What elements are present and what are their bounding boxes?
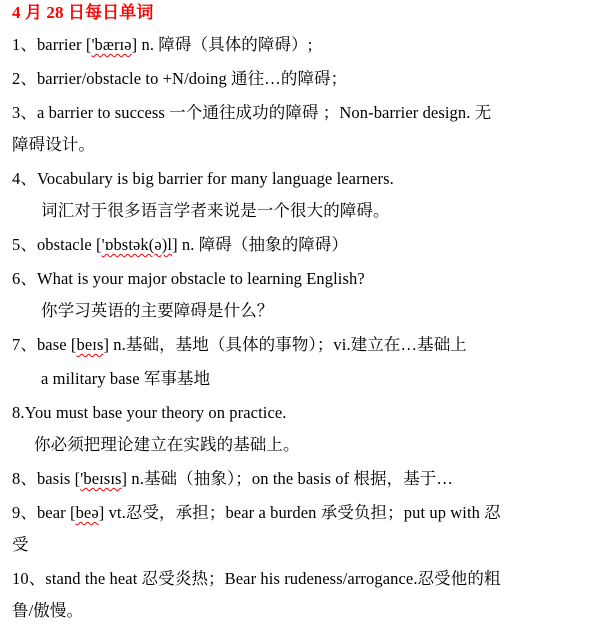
entry-line-6: [12, 268, 365, 290]
entry-text: 8、basis [: [12, 469, 81, 488]
entry-text: 4、Vocabulary is big barrier for many language learners.: [12, 169, 394, 188]
entry-line-4-translation: [41, 200, 390, 222]
entry-line-8-translation: [34, 434, 300, 456]
entry-text: 2、barrier/obstacle to +N/doing 通往…的障碍；: [12, 69, 348, 88]
entry-text: 鲁/傲慢。: [12, 601, 84, 620]
entry-line-10: [12, 568, 501, 590]
translation-text: 词汇对于很多语言学者来说是一个很大的障碍。: [41, 201, 390, 220]
phonetic-transcription: 'ɒbstək(ə)l: [101, 235, 173, 254]
entry-text: ] n. 障碍（抽象的障碍）: [172, 235, 349, 254]
phonetic-transcription: 'beɪsɪs: [80, 469, 122, 488]
entry-text: 3、a barrier to success 一个通往成功的障碍 ；Non-barrier design. 无: [12, 103, 492, 122]
entry-text: 7、base [: [12, 335, 77, 354]
entry-line-9: [12, 502, 501, 524]
phonetic-transcription: beə: [75, 503, 99, 522]
entry-text: 8.You must base your theory on practice.: [12, 403, 287, 422]
entry-text: 6、What is your major obstacle to learning English?: [12, 269, 365, 288]
translation-text: 你必须把理论建立在实践的基础上。: [34, 435, 300, 454]
entry-text: ] n. 障碍（具体的障碍）;: [131, 35, 313, 54]
entry-text: 障碍设计。: [12, 135, 95, 154]
entry-line-1: [12, 34, 312, 56]
entry-line-7: [12, 334, 467, 356]
entry-line-5: [12, 234, 348, 256]
entry-line-8b: [12, 468, 453, 490]
entry-line-7-example: [41, 368, 210, 390]
translation-text: 你学习英语的主要障碍是什么？: [41, 301, 274, 320]
entry-text: 10、stand the heat 忍受炎热；Bear his rudeness/arrogance.忍受他的粗: [12, 569, 501, 588]
entry-line-8: [12, 402, 287, 424]
page-title: 4 月 28 日每日单词: [12, 3, 154, 22]
entry-text: ] vt.忍受，承担；bear a burden 承受负担；put up with 忍: [98, 503, 501, 522]
entry-text: ] n.基础，基地（具体的事物）；vi.建立在…基础上: [103, 335, 467, 354]
entry-line-3: [12, 102, 491, 124]
entry-line-9-cont: [12, 534, 29, 556]
entry-line-10-cont: [12, 600, 83, 622]
example-text: a military base 军事基地: [41, 369, 211, 388]
entry-line-2: [12, 68, 347, 90]
entry-line-3-cont: [12, 134, 95, 156]
entry-text: 5、obstacle [: [12, 235, 102, 254]
entry-text: 1、barrier [: [12, 35, 92, 54]
entry-text: 9、bear [: [12, 503, 76, 522]
phonetic-transcription: beɪs: [76, 335, 104, 354]
entry-text: ] n.基础（抽象）；on the basis of 根据，基于…: [121, 469, 453, 488]
entry-line-4: [12, 168, 394, 190]
phonetic-transcription: 'bærɪə: [91, 35, 132, 54]
entry-text: 受: [12, 535, 29, 554]
entry-line-6-translation: [41, 300, 273, 322]
